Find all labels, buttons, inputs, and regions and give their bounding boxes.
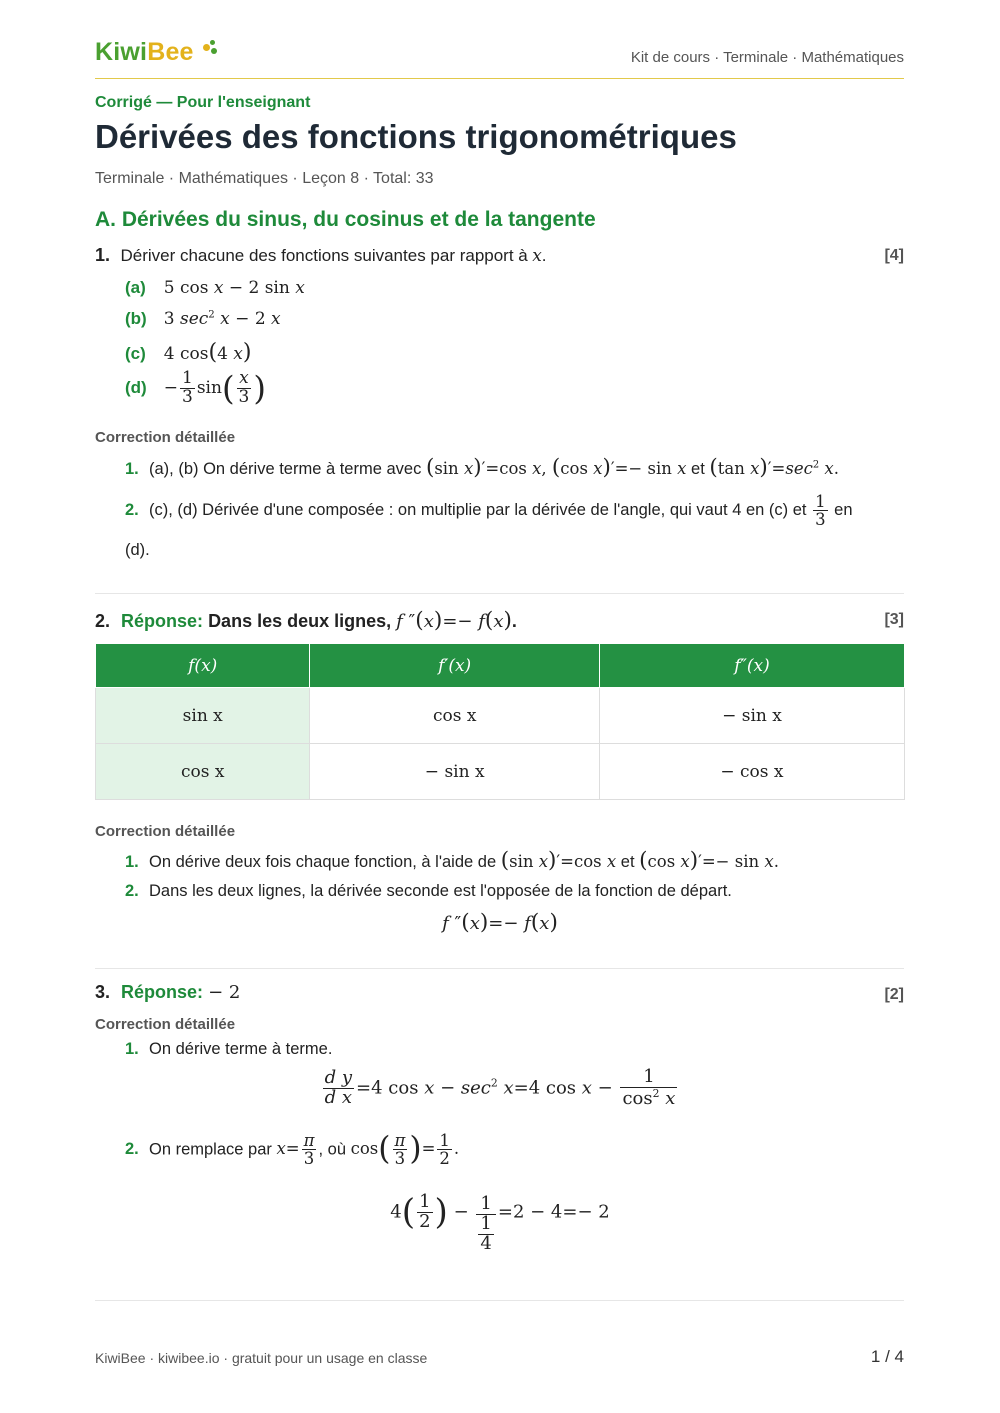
correction-step: 1. On dérive deux fois chaque fonction, à l'aide de (sin x)′=cos x et (cos x)′=− sin x. [125, 848, 779, 873]
math-expression: $\frac{1}{3}$ [815, 492, 826, 530]
table-cell: cos x [96, 744, 310, 800]
display-equation: $\frac{\text{d y}}{\text{d x}}$ =4 $\cos x - \sec^2 x=4$ cos x − $\frac{1}{\cos^2 x}$ [324, 1066, 676, 1109]
kicker: Corrigé — Pour l'enseignant [95, 94, 311, 111]
divider [95, 1300, 904, 1301]
marks-badge: [3] [884, 611, 904, 628]
correction-heading: Correction détaillée [95, 429, 236, 446]
correction-step: 1. (a), (b) On dérive terme à terme avec (sin x)′=cos x, (cos x)′=− sin x et (tan $x)'=\sec^2$ x. [125, 455, 839, 480]
part-a: (a) 5 cos x − 2 sin x [125, 278, 305, 298]
column-header: f″(x) [599, 644, 904, 688]
correction-step: 1. On dérive terme à terme. [125, 1040, 333, 1058]
page-header [95, 36, 904, 79]
part-d: (d) − $\frac{1}{3}$ sin( $\frac{x}{3}$ ) [125, 368, 266, 408]
math-expression: (tan $x)'=\sec^2$ x. [709, 455, 839, 480]
math-expression: (cos x)′=− sin x. [639, 848, 779, 873]
table-cell: cos x [310, 688, 599, 744]
marks-badge: [2] [884, 986, 904, 1003]
table-header-row [96, 644, 905, 688]
bee-dots-icon [201, 38, 219, 58]
table-cell: − cos x [599, 744, 904, 800]
question-3: 3. Réponse: − 2 [95, 982, 241, 1003]
correction-step: 2. On remplace par x= $\frac{\pi}{3}$ , où cos( $\frac{\pi}{3}$ )= $\frac{1}{2}$ . [125, 1131, 460, 1169]
correction-step: 2. Dans les deux lignes, la dérivée seconde est l'opposée de la fonction de départ. [125, 882, 732, 900]
marks-badge: [4] [884, 247, 904, 264]
column-header: f′(x) [310, 644, 599, 688]
table-cell: − sin x [310, 744, 599, 800]
divider [95, 593, 904, 594]
math-expression: x= $\frac{\pi}{3}$ [276, 1131, 315, 1169]
table-cell: − sin x [599, 688, 904, 744]
part-c: (c) 4 cos(4 x) [125, 339, 252, 365]
math-expression: cos( $\frac{\pi}{3}$ )= $\frac{1}{2}$ . [350, 1131, 460, 1169]
math-expression: (sin x)′=cos x [500, 848, 617, 873]
breadcrumb: Kit de cours · Terminale · Mathématiques [630, 49, 904, 66]
derivatives-table [95, 643, 905, 800]
table-row [96, 744, 905, 800]
math-expression: 3 $\sec^2 x - 2$ x [163, 309, 281, 329]
page-subtitle: Terminale · Mathématiques · Leçon 8 · Total: 33 [95, 170, 434, 187]
page-number: 1 / 4 [870, 1347, 904, 1366]
table-row [96, 688, 905, 744]
column-header: f(x) [96, 644, 310, 688]
correction-heading: Correction détaillée [95, 1016, 236, 1033]
section-heading: A. Dérivées du sinus, du cosinus et de la tangente [95, 208, 596, 231]
math-expression: 4 cos(4 x) [163, 339, 252, 365]
math-expression: − $\frac{1}{3}$ sin( $\frac{x}{3}$ ) [163, 368, 266, 408]
correction-heading: Correction détaillée [95, 823, 236, 840]
math-expression: (sin x)′=cos x, (cos x)′=− sin x [425, 455, 687, 480]
math-expression: 5 cos x − 2 sin x [163, 278, 305, 298]
question-1: 1. Dériver chacune des fonctions suivantes par rapport à x. [95, 245, 547, 266]
correction-step-cont: (d). [125, 541, 150, 559]
part-b: (b) 3 $\sec^2 x - 2$ x [125, 309, 281, 329]
divider [95, 968, 904, 969]
kiwibee-logo: KiwiBee [95, 38, 219, 67]
table-cell: sin x [96, 688, 310, 744]
footer-text: KiwiBee · kiwibee.io · gratuit pour un usage en classe [95, 1350, 428, 1366]
display-equation: f ″(x)=− f(x) [442, 910, 558, 935]
correction-step: 2. (c), (d) Dérivée d'une composée : on multiplie par la dérivée de l'angle, qui vaut 4 en (c) et $\frac{1}{3}$ en [125, 492, 853, 530]
math-expression: f ″(x)=− f(x) [396, 608, 512, 633]
question-2: 2. Réponse: Dans les deux lignes, f ″(x)=− f(x). [95, 608, 517, 633]
page-title: Dérivées des fonctions trigonométriques [95, 118, 737, 155]
display-equation: 4( $\frac{1}{2}$ ) − $\frac{1}{\frac{1}{4}}$ =2 − 4=− 2 [390, 1191, 610, 1254]
